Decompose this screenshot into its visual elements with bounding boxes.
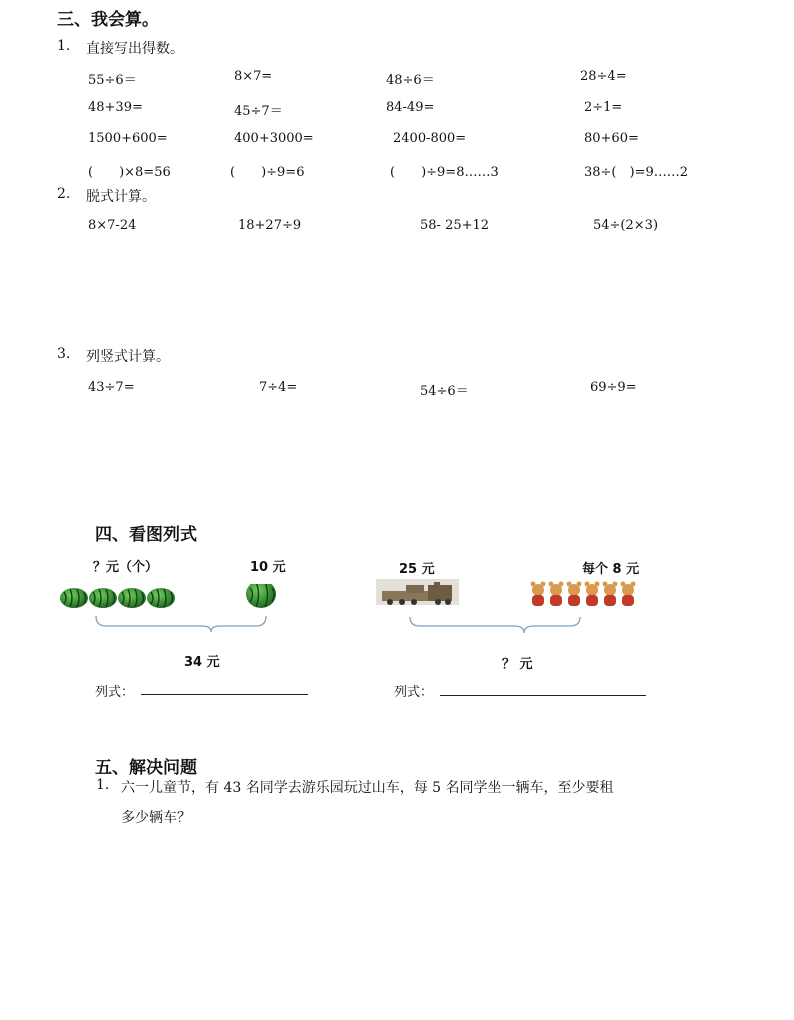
calc-cell: 2400-800=	[393, 131, 467, 146]
calc-cell: 43÷7=	[88, 380, 135, 395]
calc-cell: 1500+600=	[88, 131, 168, 146]
vehicle-price-label: 25 元	[399, 562, 435, 577]
calc-cell: 18+27÷9	[238, 218, 302, 233]
calc-cell: ( )×8=56	[88, 165, 171, 180]
answer-line[interactable]	[141, 694, 308, 695]
problem-number: 1.	[96, 777, 110, 793]
calc-cell: 55÷6＝	[88, 73, 137, 88]
calc-cell: 80+60=	[584, 131, 639, 146]
teddy-bear-icon	[549, 582, 564, 607]
calc-cell: 54÷6＝	[420, 384, 469, 399]
calc-cell: 2÷1=	[584, 100, 623, 115]
watermelon-icon	[60, 588, 88, 608]
teddy-bear-icon	[585, 582, 600, 607]
total-bracket	[96, 616, 266, 632]
calc-cell: 48+39=	[88, 100, 143, 115]
q3-text: 列竖式计算。	[86, 349, 170, 365]
teddy-bear-icon	[567, 582, 582, 607]
total-bracket	[410, 617, 580, 633]
calc-cell: 84-49=	[386, 100, 435, 115]
watermelon-diagram	[58, 584, 282, 634]
calc-cell: 69÷9=	[590, 380, 637, 395]
calc-cell: 28÷4=	[580, 69, 627, 84]
q3-number: 3.	[57, 346, 71, 362]
calc-cell: 8×7=	[234, 69, 273, 84]
unknown-price-label: ？元（个）	[93, 560, 159, 575]
calc-cell: 7÷4=	[259, 380, 298, 395]
problem-text-line-2: 多少辆车？	[121, 810, 191, 826]
question-price-label: ？ 元	[502, 657, 533, 672]
q2-text: 脱式计算。	[86, 189, 156, 205]
watermelon-icon	[89, 588, 117, 608]
q2-number: 2.	[57, 186, 71, 202]
calc-cell: 54÷(2×3)	[593, 218, 659, 233]
section-4-title: 四、看图列式	[95, 525, 197, 545]
calc-cell: 45÷7＝	[234, 104, 283, 119]
formula-label: 列式：	[394, 685, 434, 700]
bear-price-label: 每个 8 元	[582, 562, 640, 577]
problem-text-line-1: 六一儿童节，有 43 名同学去游乐园玩过山车，每 5 名同学坐一辆车，至少要租	[121, 780, 614, 796]
watermelon-icon	[147, 588, 175, 608]
vehicle-bear-diagram	[376, 579, 651, 634]
teddy-bear-icon	[621, 582, 636, 607]
teddy-bear-icon	[531, 582, 546, 607]
q1-number: 1.	[57, 38, 71, 54]
answer-line[interactable]	[440, 695, 646, 696]
calc-cell: 48÷6＝	[386, 73, 435, 88]
calc-cell: 58- 25+12	[420, 218, 490, 233]
watermelon-price-label: 10 元	[250, 560, 286, 575]
section-5-title: 五、解决问题	[95, 758, 197, 778]
calc-cell: 8×7-24	[88, 218, 137, 233]
calc-cell: ( )÷9=8……3	[390, 165, 499, 180]
q1-text: 直接写出得数。	[86, 41, 184, 57]
teddy-bear-icon	[603, 582, 618, 607]
watermelon-icon	[118, 588, 146, 608]
total-price-label: 34 元	[184, 655, 220, 670]
section-3-title: 三、我会算。	[57, 10, 159, 30]
toy-vehicle-icon	[376, 579, 459, 605]
calc-cell: 400+3000=	[234, 131, 314, 146]
formula-label: 列式：	[95, 685, 135, 700]
calc-cell: 38÷( )=9……2	[584, 165, 689, 180]
watermelon-icon	[246, 584, 276, 608]
calc-cell: ( )÷9=6	[230, 165, 305, 180]
